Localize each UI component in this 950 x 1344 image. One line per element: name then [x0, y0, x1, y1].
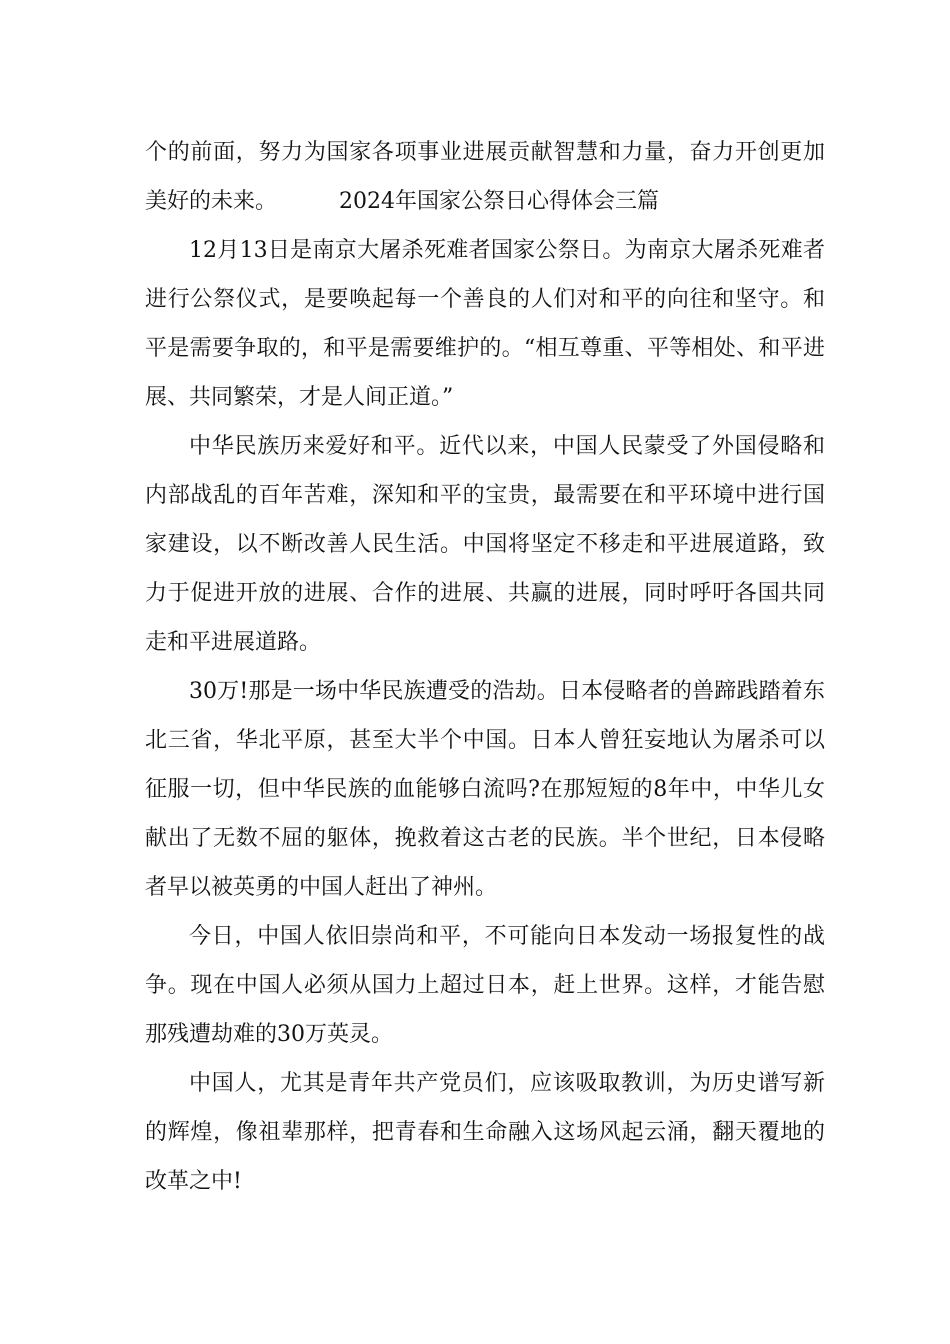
paragraph-2: 中华民族历来爱好和平。近代以来，中国人民蒙受了外国侵略和内部战乱的百年苦难，深知和平的宝贵，最需要在和平环境中进行国家建设，以不断改善人民生活。中国将坚定不移走和平进展道路，致力于促进开放的进展、合作的进展、共赢的进展，同时呼吁各国共同走和平进展道路。	[145, 434, 825, 655]
document-body	[145, 128, 825, 1206]
paragraph-3: 30万!那是一场中华民族遭受的浩劫。日本侵略者的兽蹄践踏着东北三省，华北平原，甚至大半个中国。日本人曾狂妄地认为屠杀可以征服一切，但中华民族的血能够白流吗?在那短短的8年中，中华儿女献出了无数不屈的躯体，挽救着这古老的民族。半个世纪，日本侵略者早以被英勇的中国人赶出了神州。	[145, 679, 825, 900]
paragraph-1: 12月13日是南京大屠杀死难者国家公祭日。为南京大屠杀死难者进行公祭仪式，是要唤起每一个善良的人们对和平的向往和坚守。和平是需要争取的，和平是需要维护的。“相互尊重、平等相处、和平进展、共同繁荣，才是人间正道。”	[145, 238, 825, 410]
continuation-text: 个的前面，努力为国家各项事业进展贡献智慧和力量，奋力开创更加美好的未来。	[145, 140, 825, 214]
paragraph-4: 今日，中国人依旧崇尚和平，不可能向日本发动一场报复性的战争。现在中国人必须从国力上超过日本，赶上世界。这样，才能告慰那残遭劫难的30万英灵。	[145, 924, 825, 1047]
paragraph-5: 中国人，尤其是青年共产党员们，应该吸取教训，为历史谱写新的辉煌，像祖辈那样，把青春和生命融入这场风起云涌，翻天覆地的改革之中!	[145, 1071, 825, 1194]
paragraph-continuation	[145, 128, 825, 226]
document-title: 2024年国家公祭日心得体会三篇	[339, 189, 660, 214]
